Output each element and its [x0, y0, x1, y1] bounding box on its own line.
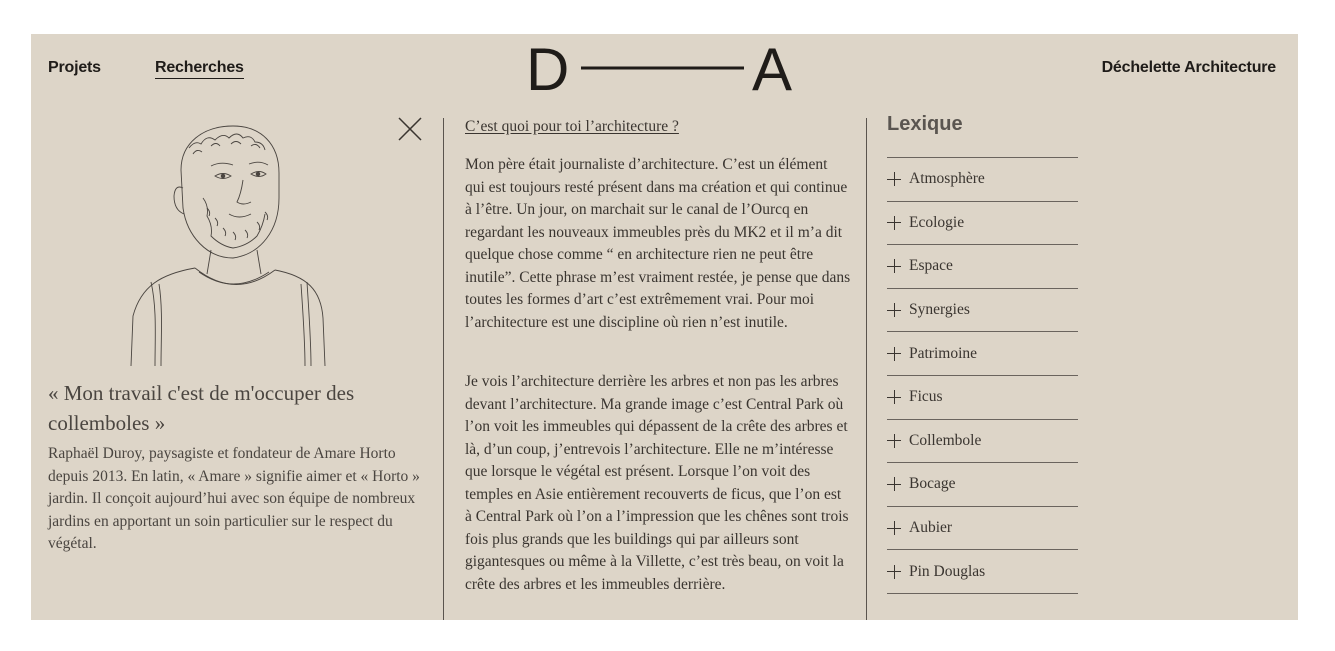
lexique-item-label: Espace [909, 257, 953, 275]
interview-question[interactable]: C’est quoi pour toi l’architecture ? [465, 118, 679, 135]
plus-icon [887, 172, 901, 186]
lexique-title: Lexique [887, 113, 963, 135]
lexique-item-aubier[interactable] [887, 507, 1078, 551]
plus-icon [887, 521, 901, 535]
lexique-item-label: Pin Douglas [909, 562, 986, 580]
lexique-item-label: Synergies [909, 301, 970, 319]
lexique-item-espace[interactable] [887, 245, 1078, 289]
lexique-item-synergies[interactable] [887, 289, 1078, 333]
lexique-item-label: Aubier [909, 519, 953, 537]
plus-icon [887, 565, 901, 579]
lexique-item-label: Patrimoine [909, 344, 978, 362]
lexique-item-patrimoine[interactable] [887, 332, 1078, 376]
brand-name[interactable]: Déchelette Architecture [1101, 59, 1276, 76]
nav-recherches[interactable]: Recherches [155, 59, 244, 79]
lexique-item-bocage[interactable] [887, 463, 1078, 507]
lexique-item-collembole[interactable] [887, 420, 1078, 464]
nav-projets[interactable]: Projets [48, 59, 101, 76]
column-divider [443, 118, 444, 620]
profile-bio: Raphaël Duroy, paysagiste et fondateur de Amare Horto depuis 2013. En latin, « Amare » signifie aimer et « Horto » jardin. Il conçoit aujourd’hui avec son équipe de nombreux jardins en apportant un soin particulier sur le respect du végétal. [48, 445, 420, 552]
plus-icon [887, 477, 901, 491]
lexique-item-ecologie[interactable] [887, 202, 1078, 246]
logo[interactable] [526, 38, 801, 94]
lexique-item-label: Ecologie [909, 213, 965, 231]
plus-icon [887, 347, 901, 361]
lexique-list [887, 157, 1078, 594]
lexique-item-label: Collembole [909, 431, 982, 449]
plus-icon [887, 303, 901, 317]
close-icon[interactable] [397, 116, 423, 142]
plus-icon [887, 216, 901, 230]
interview-paragraph: Mon père était journaliste d’architecture. C’est un élément qui est toujours resté présent dans ma création et qui continue à l’être. Un jour, on marchait sur le canal de l’Ourcq en regardant les nouveaux immeubles près du MK2 et il m’a dit quelque chose comme “ en architecture rien ne peut être inutile”. Cette phrase m’est vraiment restée, je pense que dans toutes les formes d’art c’est extrêmement vrai. Pour moi l’architecture est une discipline où rien n’est inutile. [465, 156, 851, 331]
lexique-item-label: Ficus [909, 388, 943, 406]
profile-quote: « Mon travail c'est de m'occuper des collemboles » [48, 381, 355, 435]
lexique-item-pin-douglas[interactable] [887, 550, 1078, 594]
plus-icon [887, 390, 901, 404]
lexique-item-label: Bocage [909, 475, 956, 493]
portrait-illustration [111, 118, 331, 366]
plus-icon [887, 434, 901, 448]
lexique-item-ficus[interactable] [887, 376, 1078, 420]
plus-icon [887, 259, 901, 273]
page-frame [31, 34, 1298, 620]
svg-text:D: D [526, 38, 570, 94]
column-divider [866, 118, 867, 620]
lexique-item-label: Atmosphère [909, 170, 985, 188]
lexique-item-atmosphere[interactable] [887, 158, 1078, 202]
interview-paragraph: Je vois l’architecture derrière les arbres et non pas les arbres devant l’architecture. Ma grande image c’est Central Park où l’on voit les immeubles qui dépassent de la crête des arbres et là, d’un coup, j’entrevois l’architecture. Elle ne m’intéresse que lorsque le végétal est présent. Lorsque l’on voit des temples en Asie entièrement recouverts de ficus, que l’on est à Central Park où l’on a l’impression que les chênes sont trois fois plus grands que les buildings qui par ailleurs sont gigantesques ou même à la Villette, c’est très beau, on voit la crête des arbres et les immeubles derrière. [465, 373, 849, 593]
svg-text:A: A [752, 38, 793, 94]
